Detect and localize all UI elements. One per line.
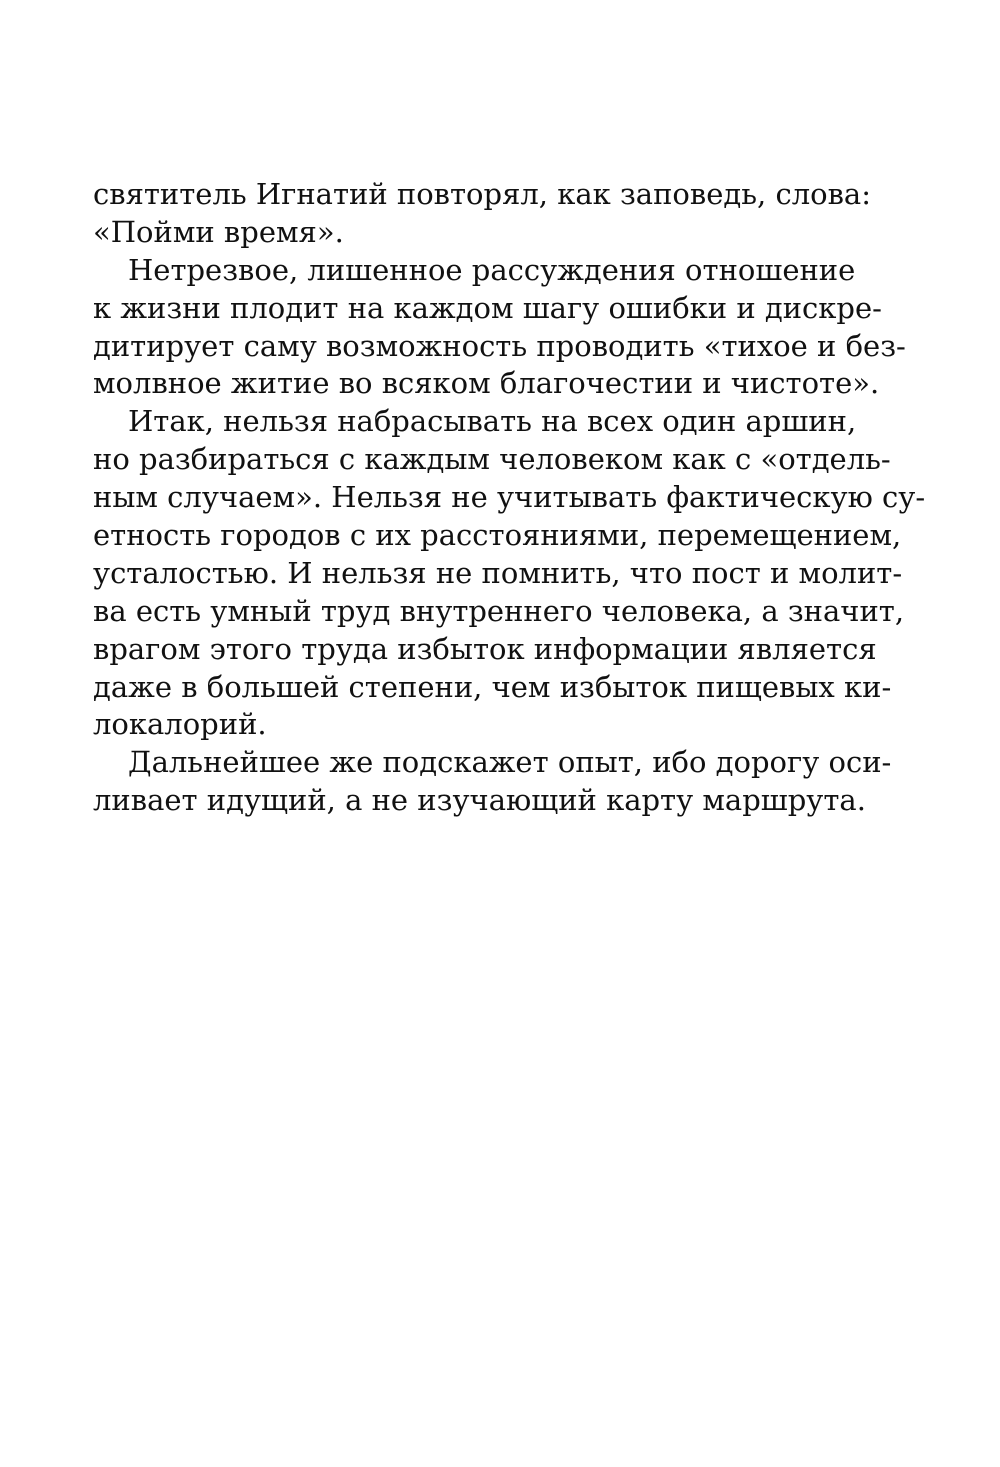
- text-line: к жизни плодит на каждом шагу ошибки и дискре-: [93, 290, 882, 325]
- body-text: [93, 176, 926, 820]
- text-line: «Пойми время».: [93, 214, 344, 249]
- paragraph-1: [93, 176, 871, 252]
- text-line: Дальнейшее же подскажет опыт, ибо дорогу оси-: [128, 745, 892, 780]
- text-line: етность городов с их расстояниями, перемещением,: [93, 518, 902, 553]
- paragraph-4: [93, 744, 892, 820]
- text-line: врагом этого труда избыток информации является: [93, 631, 877, 666]
- text-line: дитирует саму возможность проводить «тихое и без-: [93, 328, 906, 363]
- paragraph-2: [93, 252, 906, 404]
- text-line: локалорий.: [93, 707, 267, 742]
- text-line: ным случаем». Нельзя не учитывать фактическую су-: [93, 480, 926, 515]
- text-line: ва есть умный труд внутреннего человека, а значит,: [93, 593, 905, 628]
- text-line: усталостью. И нельзя не помнить, что пост и молит-: [93, 555, 903, 590]
- text-line: даже в большей степени, чем избыток пищевых ки-: [93, 669, 892, 704]
- text-line: Нетрезвое, лишенное рассуждения отношение: [128, 252, 856, 287]
- text-line: но разбираться с каждым человеком как с «отдель-: [93, 442, 891, 477]
- text-line: ливает идущий, а не изучающий карту маршрута.: [93, 783, 866, 818]
- paragraph-3: [93, 403, 926, 744]
- text-line: молвное житие во всяком благочестии и чистоте».: [93, 366, 880, 401]
- text-line: Итак, нельзя набрасывать на всех один аршин,: [128, 404, 857, 439]
- text-line: святитель Игнатий повторял, как заповедь, слова:: [93, 177, 871, 211]
